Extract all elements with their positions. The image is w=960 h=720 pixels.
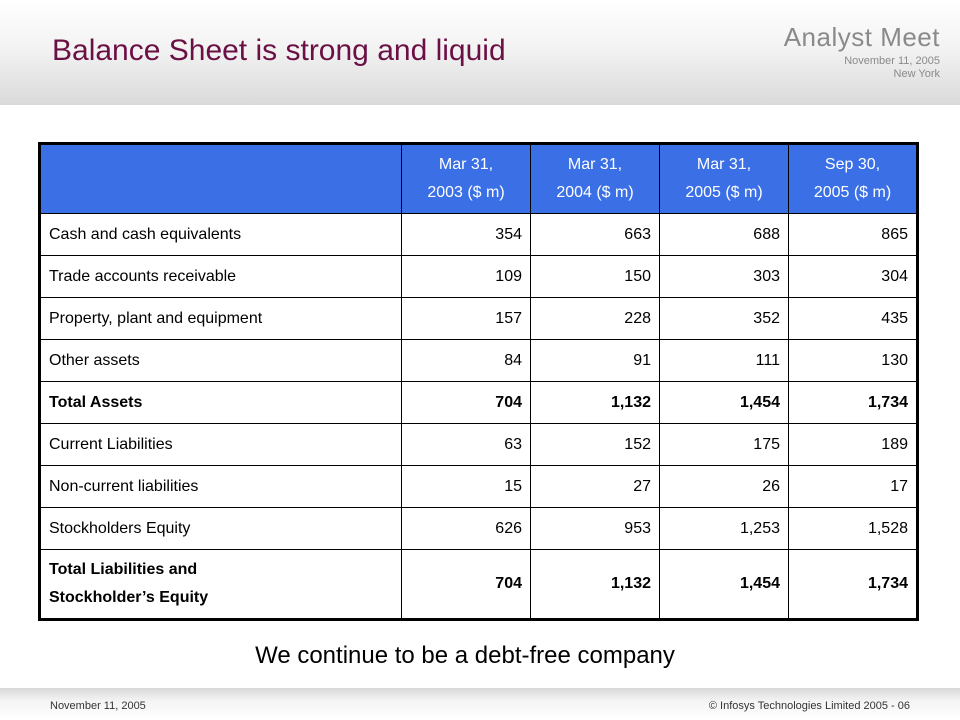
cell-value: 91 — [531, 340, 660, 382]
slide-title: Balance Sheet is strong and liquid — [52, 34, 506, 67]
table-row-total-assets — [40, 382, 918, 424]
cell-value: 354 — [402, 214, 531, 256]
row-label: Stockholders Equity — [40, 508, 402, 550]
cell-value: 130 — [789, 340, 918, 382]
cell-value: 626 — [402, 508, 531, 550]
cell-value: 111 — [660, 340, 789, 382]
column-header-line2: 2003 ($ m) — [427, 184, 505, 201]
table-row — [40, 466, 918, 508]
brand-title: Analyst Meet — [783, 22, 940, 52]
cell-value: 228 — [531, 298, 660, 340]
cell-value: 1,132 — [531, 550, 660, 620]
tagline: We continue to be a debt-free company — [255, 642, 675, 669]
cell-value: 303 — [660, 256, 789, 298]
cell-value: 1,734 — [789, 382, 918, 424]
footer-date: November 11, 2005 — [50, 700, 146, 712]
row-label: Current Liabilities — [40, 424, 402, 466]
cell-value: 157 — [402, 298, 531, 340]
row-label: Trade accounts receivable — [40, 256, 402, 298]
row-label-line2: Stockholder’s Equity — [49, 589, 209, 606]
table-row — [40, 256, 918, 298]
cell-value: 15 — [402, 466, 531, 508]
brand-city: New York — [893, 68, 940, 80]
cell-value: 17 — [789, 466, 918, 508]
cell-value: 1,253 — [660, 508, 789, 550]
cell-value: 1,454 — [660, 382, 789, 424]
cell-value: 1,734 — [789, 550, 918, 620]
column-header — [660, 144, 789, 214]
row-label: Total Assets — [40, 382, 402, 424]
table-row — [40, 214, 918, 256]
cell-value: 688 — [660, 214, 789, 256]
cell-value: 150 — [531, 256, 660, 298]
balance-sheet-table-container — [38, 142, 916, 621]
cell-value: 1,454 — [660, 550, 789, 620]
cell-value: 704 — [402, 382, 531, 424]
row-label: Property, plant and equipment — [40, 298, 402, 340]
column-header-line1: Sep 30, — [824, 156, 881, 173]
column-header-line2: 2005 ($ m) — [813, 184, 892, 201]
cell-value: 1,528 — [789, 508, 918, 550]
cell-value: 63 — [402, 424, 531, 466]
cell-value: 175 — [660, 424, 789, 466]
table-row — [40, 298, 918, 340]
column-header-line1: Mar 31, — [438, 156, 494, 173]
brand-date: November 11, 2005 — [844, 55, 940, 67]
table-header-row — [40, 144, 918, 214]
cell-value: 435 — [789, 298, 918, 340]
cell-value: 189 — [789, 424, 918, 466]
column-header — [789, 144, 918, 214]
cell-value: 27 — [531, 466, 660, 508]
table-row-total-liabilities-equity — [40, 550, 918, 620]
cell-value: 663 — [531, 214, 660, 256]
column-header-line1: Mar 31, — [567, 156, 623, 173]
column-header — [531, 144, 660, 214]
footer-copyright: © Infosys Technologies Limited 2005 - 06 — [708, 700, 910, 712]
cell-value: 304 — [789, 256, 918, 298]
column-header-line1: Mar 31, — [696, 156, 752, 173]
row-label — [40, 550, 402, 620]
column-header-line2: 2005 ($ m) — [685, 184, 763, 201]
column-header-line2: 2004 ($ m) — [556, 184, 634, 201]
column-header — [402, 144, 531, 214]
cell-value: 84 — [402, 340, 531, 382]
cell-value: 152 — [531, 424, 660, 466]
header-corner-cell — [40, 144, 402, 214]
cell-value: 1,132 — [531, 382, 660, 424]
cell-value: 953 — [531, 508, 660, 550]
row-label: Cash and cash equivalents — [40, 214, 402, 256]
balance-sheet-table — [38, 142, 919, 621]
cell-value: 109 — [402, 256, 531, 298]
row-label: Non-current liabilities — [40, 466, 402, 508]
table-row — [40, 340, 918, 382]
cell-value: 26 — [660, 466, 789, 508]
row-label-line1: Total Liabilities and — [49, 561, 198, 578]
table-row — [40, 508, 918, 550]
row-label: Other assets — [40, 340, 402, 382]
table-row — [40, 424, 918, 466]
cell-value: 352 — [660, 298, 789, 340]
cell-value: 865 — [789, 214, 918, 256]
cell-value: 704 — [402, 550, 531, 620]
